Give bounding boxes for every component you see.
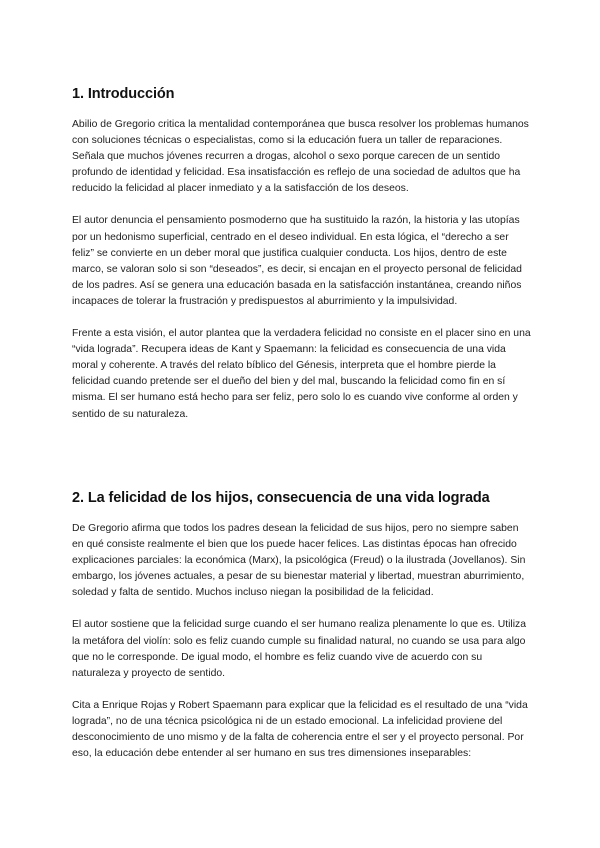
paragraph: Cita a Enrique Rojas y Robert Spaemann para explicar que la felicidad es el resultado de una “vida lograda”, no de una técnica psicológica ni de un estado emocional. La infelicidad proviene del desconocimiento de uno mismo y de la falta de coherencia entre el ser y el proyecto personal. Por eso, la educación debe entender al ser humano en sus tres dimensiones inseparables:: [72, 699, 528, 760]
section-introduccion: [72, 86, 532, 439]
paragraph: El autor sostiene que la felicidad surge cuando el ser humano realiza plenamente lo que es. Utiliza la metáfora del violín: solo es feliz cuando cumple su finalidad natural, no cuando se usa para algo que no le corresponde. De igual modo, el hombre es feliz cuando vive de acuerdo con su naturaleza y proyecto de sentido.: [72, 619, 526, 679]
paragraph: De Gregorio afirma que todos los padres desean la felicidad de sus hijos, pero no siempre saben en qué consiste realmente el bien que los puede hacer felices. Las distintas épocas han ofrecido explicaciones parciales: la económica (Marx), la psicológica (Freud) o la ilustrada (Jovellanos). Sin embargo, los jóvenes actuales, a pesar de su bienestar material y libertad, muestran aburrimiento, soledad y falta de sentido. Muchos incluso niegan la posibilidad de la felicidad.: [72, 523, 526, 599]
paragraph: Frente a esta visión, el autor plantea que la verdadera felicidad no consiste en el placer sino en una “vida lograda”. Recupera ideas de Kant y Spaemann: la felicidad es consecuencia de una vida moral y coherente. A través del relato bíblico del Génesis, interpreta que el hombre pierde la felicidad cuando pretende ser el dueño del bien y del mal, buscando la felicidad como fin en sí misma. El ser humano está hecho para ser feliz, pero solo lo es cuando vive conforme al orden y sentido de su naturaleza.: [72, 328, 531, 420]
section-heading: 1. Introducción: [72, 86, 175, 102]
section-heading: 2. La felicidad de los hijos, consecuencia de una vida lograda: [72, 490, 490, 506]
section-felicidad-hijos: [72, 490, 532, 778]
paragraph: Abilio de Gregorio critica la mentalidad contemporánea que busca resolver los problemas humanos con soluciones técnicas o especialistas, como si la educación fuera un taller de reparaciones. Señala que muchos jóvenes recurren a drogas, alcohol o sexo porque carecen de un sentido profundo de identidad y felicidad. Esa insatisfacción es reflejo de una sociedad de adultos que ha reducido la felicidad al placer inmediato y a la satisfacción de los deseos.: [72, 119, 529, 195]
paragraph: El autor denuncia el pensamiento posmoderno que ha sustituido la razón, la historia y las utopías por un hedonismo superficial, centrado en el deseo individual. En esta lógica, el “derecho a ser feliz” se convierte en un deber moral que justifica cualquier conducta. Los hijos, dentro de este marco, se valoran solo si son “deseados”, es decir, si encajan en el proyecto personal de felicidad de los padres. Así se genera una educación basada en la satisfacción instantánea, creando niños incapaces de tolerar la frustración y predispuestos al aburrimiento y la impulsividad.: [72, 215, 522, 307]
